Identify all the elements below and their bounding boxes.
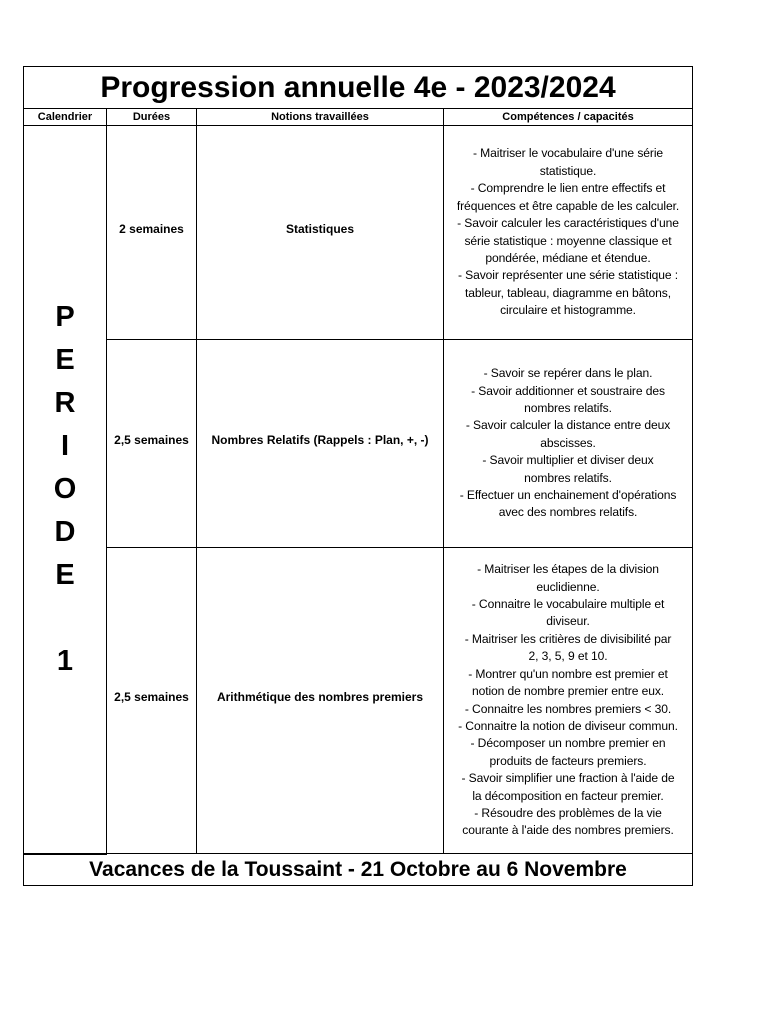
page-title: Progression annuelle 4e - 2023/2024	[24, 67, 693, 109]
period-letter: O	[53, 472, 77, 505]
competence-line: - Savoir se repérer dans le plan.	[483, 366, 653, 381]
period-spacer	[24, 597, 106, 640]
competence-line: - Comprendre le lien entre effectifs et	[470, 181, 666, 196]
competence-line: nombres relatifs.	[524, 400, 612, 415]
competences-cell	[444, 340, 693, 548]
table-row	[24, 126, 693, 340]
competence-line: courante à l'aide des nombres premiers.	[462, 823, 674, 838]
competence-line: - Résoudre des problèmes de la vie	[474, 805, 662, 820]
period-letter: I	[60, 429, 70, 462]
competence-line: produits de facteurs premiers.	[489, 753, 647, 768]
period-number: 1	[56, 644, 74, 677]
period-letter: E	[55, 558, 75, 591]
header-competences: Compétences / capacités	[444, 109, 693, 126]
competence-line: la décomposition en facteur premier.	[472, 788, 664, 803]
competence-line: avec des nombres relatifs.	[498, 505, 638, 520]
competence-line: - Connaitre le vocabulaire multiple et	[471, 597, 665, 612]
table-row	[24, 340, 693, 548]
competence-line: statistique.	[539, 163, 597, 178]
title-row	[24, 67, 693, 109]
holiday-banner: Vacances de la Toussaint - 21 Octobre au 6 Novembre	[24, 854, 693, 886]
competence-line: - Savoir calculer la distance entre deux	[465, 418, 671, 433]
period-letter: E	[55, 343, 75, 376]
competence-line: euclidienne.	[536, 579, 600, 594]
competence-line: notion de nombre premier entre eux.	[471, 684, 665, 699]
period-letter: D	[54, 515, 76, 548]
progression-table	[23, 66, 693, 886]
footer-row	[24, 854, 693, 886]
competence-line: tableur, tableau, diagramme en bâtons,	[465, 285, 671, 300]
competence-line: abscisses.	[540, 435, 596, 450]
topic-cell: Arithmétique des nombres premiers	[197, 548, 444, 854]
topic-cell: Nombres Relatifs (Rappels : Plan, +, -)	[197, 340, 444, 548]
competence-line: - Montrer qu'un nombre est premier et	[468, 666, 668, 681]
competences-cell	[444, 548, 693, 854]
duration-cell: 2,5 semaines	[107, 340, 197, 548]
competence-line: - Savoir simplifier une fraction à l'aide de	[461, 771, 675, 786]
competence-line: - Savoir additionner et soustraire des	[471, 383, 665, 398]
header-calendrier: Calendrier	[24, 109, 107, 126]
competence-line: - Savoir multiplier et diviser deux	[482, 453, 654, 468]
header-row	[24, 109, 693, 126]
competence-line: - Décomposer un nombre premier en	[470, 736, 666, 751]
header-durees: Durées	[107, 109, 197, 126]
competence-line: - Connaitre les nombres premiers < 30.	[464, 701, 672, 716]
competence-line: - Connaitre la notion de diviseur commun.	[458, 718, 678, 733]
competence-line: - Effectuer un enchainement d'opérations	[459, 488, 677, 503]
competence-line: nombres relatifs.	[524, 470, 612, 485]
competence-line: - Savoir représenter une série statistique :	[457, 268, 679, 283]
competence-line: fréquences et être capable de les calculer.	[456, 198, 680, 213]
competence-line: - Maitriser les critières de divisibilité par	[464, 631, 672, 646]
competence-line: circulaire et histogramme.	[500, 303, 636, 318]
competences-cell	[444, 126, 693, 340]
competence-line: pondérée, médiane et étendue.	[485, 250, 651, 265]
competence-line: 2, 3, 5, 9 et 10.	[528, 649, 608, 664]
period-label	[24, 126, 107, 854]
competence-line: diviseur.	[546, 614, 590, 629]
duration-cell: 2 semaines	[107, 126, 197, 340]
table-row	[24, 548, 693, 854]
period-letter: P	[55, 300, 75, 333]
header-notions: Notions travaillées	[197, 109, 444, 126]
competence-line: - Savoir calculer les caractéristiques d'une	[457, 216, 679, 231]
topic-cell: Statistiques	[197, 126, 444, 340]
competence-line: - Maitriser le vocabulaire d'une série	[472, 146, 664, 161]
competence-line: série statistique : moyenne classique et	[464, 233, 672, 248]
duration-cell: 2,5 semaines	[107, 548, 197, 854]
competence-line: - Maitriser les étapes de la division	[477, 562, 659, 577]
period-letter: R	[54, 386, 76, 419]
